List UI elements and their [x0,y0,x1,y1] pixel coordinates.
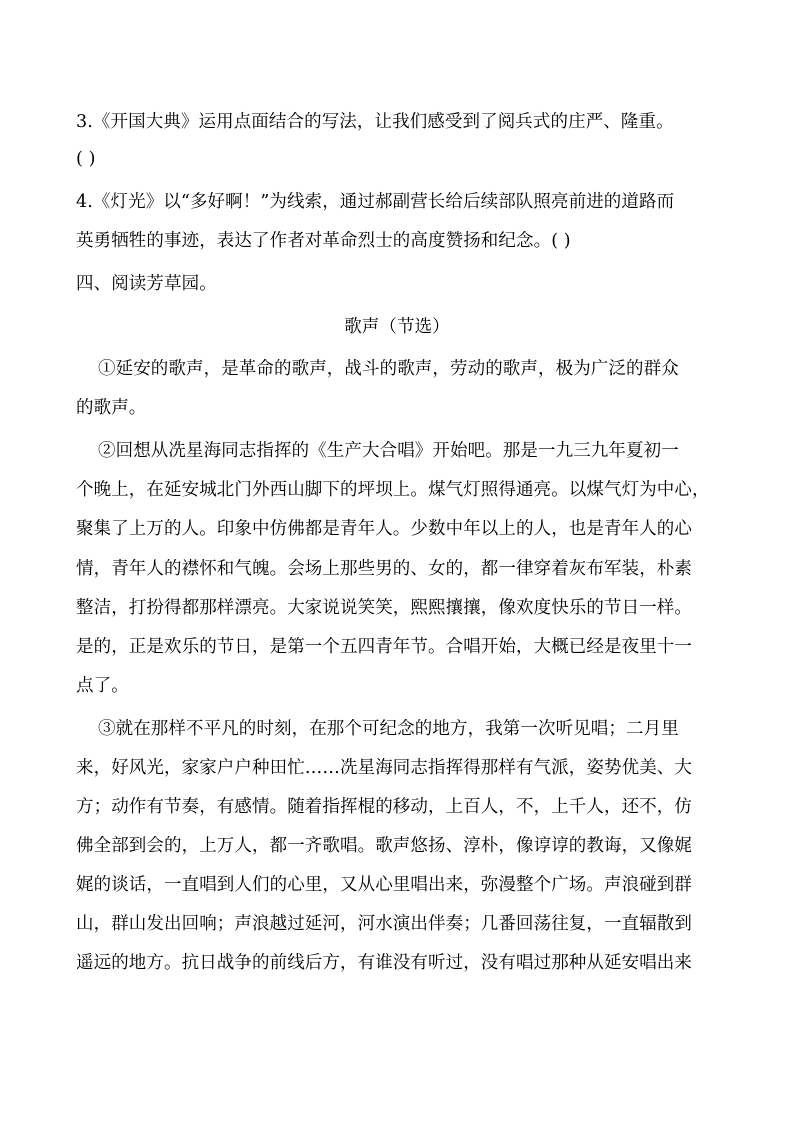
paragraph-3-line-4: 佛全部到会的，上万人，都一齐歌唱。歌声悠扬、淳朴，像谆谆的教诲，又像娓 [76,836,692,856]
paragraph-1-line-1: ①延安的歌声，是革命的歌声，战斗的歌声，劳动的歌声，极为广泛的群众 [98,359,679,379]
paragraph-2-line-6: 是的，正是欢乐的节日，是第一个五四青年节。合唱开始，大概已经是夜里十一 [76,637,692,657]
paragraph-2-line-4: 情，青年人的襟怀和气魄。会场上那些男的、女的，都一律穿着灰布军装，朴素 [76,559,692,579]
question-3-line-1: 3.《开国大典》运用点面结合的写法，让我们感受到了阅兵式的庄严、隆重。 [76,112,674,132]
paragraph-2-line-3: 聚集了上万的人。印象中仿佛都是青年人。少数中年以上的人，也是青年人的心 [76,519,692,539]
question-4-line-2: 英勇牺牲的事迹，表达了作者对革命烈士的高度赞扬和纪念。( ) [76,231,571,251]
paragraph-2-line-1: ②回想从冼星海同志指挥的《生产大合唱》开始吧。那是一九三九年夏初一 [98,441,679,461]
paragraph-3-line-2: 来，好风光，家家户户种田忙……冼星海同志指挥得那样有气派，姿势优美、大 [76,758,692,778]
paragraph-3-line-7: 遥远的地方。抗日战争的前线后方，有谁没有听过，没有唱过那种从延安唱出来 [76,953,692,973]
paragraph-3-line-1: ③就在那样不平凡的时刻，在那个可纪念的地方，我第一次听见唱；二月里 [98,719,679,739]
paragraph-3-line-3: 方；动作有节奏，有感情。随着指挥棍的移动，上百人，不，上千人，还不，仿 [76,797,692,817]
paragraph-2-line-2: 个晚上，在延安城北门外西山脚下的坪坝上。煤气灯照得通亮。以煤气灯为中心， [76,480,710,500]
question-3-answer-blank: ( ) [76,149,96,169]
passage-title: 歌声（节选） [344,317,450,337]
question-4-line-1: 4.《灯光》以“多好啊！”为线索，通过郝副营长给后续部队照亮前进的道路而 [76,192,675,212]
paragraph-3-line-6: 山，群山发出回响；声浪越过延河，河水演出伴奏；几番回荡往复，一直辐散到 [76,914,692,934]
paragraph-2-line-5: 整洁，打扮得都那样漂亮。大家说说笑笑，熙熙攘攘，像欢度快乐的节日一样。 [76,598,692,618]
section-heading: 四、阅读芳草园。 [76,274,217,294]
paragraph-2-line-7: 点了。 [76,676,129,696]
paragraph-1-line-2: 的歌声。 [76,398,147,418]
paragraph-3-line-5: 娓的谈话，一直唱到人们的心里，又从心里唱出来，弥漫整个广场。声浪碰到群 [76,875,692,895]
